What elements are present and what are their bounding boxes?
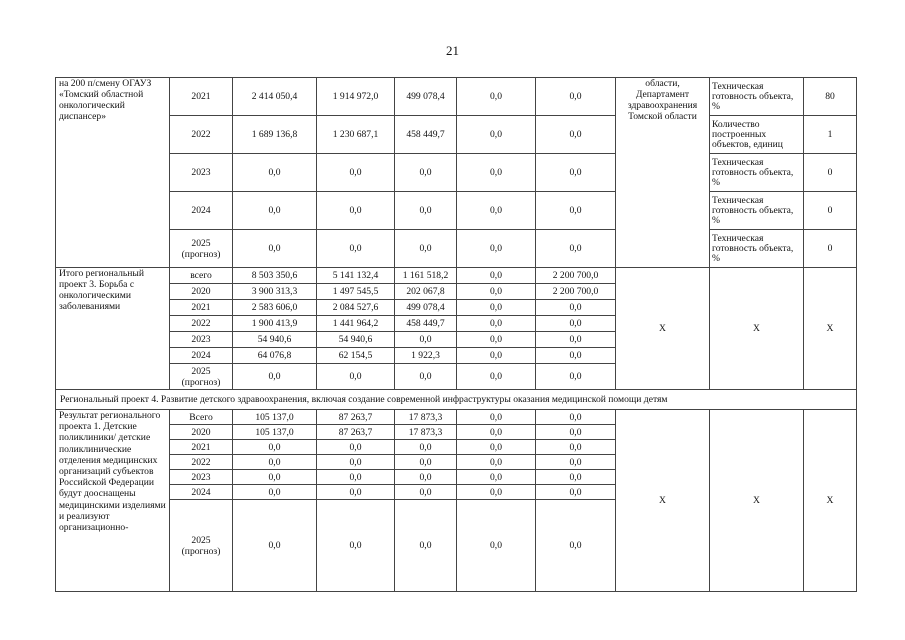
amount-cell: 0,0	[457, 284, 536, 300]
table-row	[56, 116, 857, 154]
amount-cell: 1 689 136,8	[233, 116, 317, 154]
amount-cell: 1 914 972,0	[317, 78, 395, 116]
x-mark: Х	[616, 268, 710, 390]
amount-cell: 1 922,3	[395, 348, 457, 364]
year-cell: 2020	[170, 284, 233, 300]
amount-cell: 0,0	[536, 316, 616, 332]
amount-cell: 2 414 050,4	[233, 78, 317, 116]
amount-cell: 0,0	[233, 500, 317, 592]
amount-cell: 0,0	[536, 410, 616, 425]
amount-cell: 0,0	[317, 485, 395, 500]
year-cell: 2025 (прогноз)	[170, 364, 233, 390]
table-row	[56, 390, 857, 410]
amount-cell: 0,0	[395, 500, 457, 592]
amount-cell: 0,0	[536, 485, 616, 500]
amount-cell: 0,0	[457, 470, 536, 485]
amount-cell: 0,0	[536, 154, 616, 192]
amount-cell: 0,0	[536, 230, 616, 268]
budget-table	[55, 77, 857, 592]
amount-cell: 0,0	[395, 230, 457, 268]
amount-cell: 0,0	[536, 348, 616, 364]
amount-cell: 0,0	[457, 78, 536, 116]
object-name: на 200 п/смену ОГАУЗ «Томский областной онкологический диспансер»	[56, 78, 170, 268]
amount-cell: 1 441 964,2	[317, 316, 395, 332]
amount-cell: 1 900 413,9	[233, 316, 317, 332]
table-row	[56, 78, 857, 116]
indicator-value: 80	[804, 78, 857, 116]
amount-cell: 105 137,0	[233, 410, 317, 425]
year-cell: 2021	[170, 440, 233, 455]
amount-cell: 0,0	[233, 470, 317, 485]
amount-cell: 0,0	[457, 485, 536, 500]
amount-cell: 0,0	[457, 455, 536, 470]
amount-cell: 0,0	[395, 470, 457, 485]
amount-cell: 0,0	[457, 192, 536, 230]
year-cell: 2024	[170, 348, 233, 364]
amount-cell: 0,0	[317, 455, 395, 470]
amount-cell: 0,0	[536, 78, 616, 116]
amount-cell: 499 078,4	[395, 78, 457, 116]
year-cell: 2024	[170, 485, 233, 500]
year-cell: 2021	[170, 300, 233, 316]
amount-cell: 0,0	[457, 364, 536, 390]
executor: области, Департамент здравоохранения Томской области	[616, 78, 710, 268]
indicator-name: Техническая готовность объекта, %	[710, 78, 804, 116]
amount-cell: 0,0	[233, 485, 317, 500]
table-row	[56, 154, 857, 192]
year-cell: Всего	[170, 410, 233, 425]
year-cell: 2022	[170, 455, 233, 470]
amount-cell: 0,0	[536, 300, 616, 316]
amount-cell: 499 078,4	[395, 300, 457, 316]
amount-cell: 0,0	[233, 192, 317, 230]
amount-cell: 0,0	[395, 332, 457, 348]
amount-cell: 458 449,7	[395, 316, 457, 332]
amount-cell: 0,0	[317, 364, 395, 390]
indicator-value: 0	[804, 230, 857, 268]
table-row	[56, 410, 857, 425]
amount-cell: 0,0	[457, 348, 536, 364]
year-cell: 2023	[170, 332, 233, 348]
table-row	[56, 230, 857, 268]
project-title: Региональный проект 4. Развитие детского здравоохранения, включая создание современной инфраструктуры оказания медицинской помощи детям	[56, 390, 857, 410]
year-cell: 2023	[170, 154, 233, 192]
page-number: 21	[446, 43, 459, 58]
amount-cell: 0,0	[457, 316, 536, 332]
amount-cell: 2 583 606,0	[233, 300, 317, 316]
amount-cell: 0,0	[536, 500, 616, 592]
amount-cell: 0,0	[536, 332, 616, 348]
amount-cell: 0,0	[317, 470, 395, 485]
year-cell: 2021	[170, 78, 233, 116]
amount-cell: 62 154,5	[317, 348, 395, 364]
amount-cell: 0,0	[457, 230, 536, 268]
result-name: Результат регионального проекта 1. Детские поликлиники/ детские поликлинические отделения медицинских организаций субъектов Российской Федерации будут дооснащены медицинскими изделиями и реализуют организационно-	[56, 410, 170, 592]
amount-cell: 0,0	[536, 192, 616, 230]
amount-cell: 0,0	[233, 230, 317, 268]
amount-cell: 0,0	[457, 500, 536, 592]
amount-cell: 0,0	[536, 440, 616, 455]
indicator-name: Техническая готовность объекта, %	[710, 230, 804, 268]
amount-cell: 0,0	[457, 332, 536, 348]
amount-cell: 0,0	[233, 154, 317, 192]
amount-cell: 1 161 518,2	[395, 268, 457, 284]
amount-cell: 0,0	[395, 192, 457, 230]
amount-cell: 54 940,6	[233, 332, 317, 348]
amount-cell: 0,0	[395, 485, 457, 500]
year-cell: 2022	[170, 316, 233, 332]
amount-cell: 0,0	[395, 154, 457, 192]
amount-cell: 0,0	[457, 425, 536, 440]
year-cell: 2025 (прогноз)	[170, 500, 233, 592]
x-mark: Х	[616, 410, 710, 592]
amount-cell: 0,0	[395, 440, 457, 455]
indicator-name: Количество построенных объектов, единиц	[710, 116, 804, 154]
amount-cell: 0,0	[317, 192, 395, 230]
amount-cell: 2 084 527,6	[317, 300, 395, 316]
amount-cell: 0,0	[395, 364, 457, 390]
amount-cell: 3 900 313,3	[233, 284, 317, 300]
amount-cell: 0,0	[536, 116, 616, 154]
amount-cell: 0,0	[457, 440, 536, 455]
project-total-name: Итого региональный проект 3. Борьба с онкологическими заболеваниями	[56, 268, 170, 390]
amount-cell: 0,0	[536, 364, 616, 390]
amount-cell: 0,0	[457, 116, 536, 154]
x-mark: Х	[804, 410, 857, 592]
amount-cell: 0,0	[457, 268, 536, 284]
amount-cell: 0,0	[317, 230, 395, 268]
amount-cell: 0,0	[233, 440, 317, 455]
amount-cell: 0,0	[457, 300, 536, 316]
indicator-value: 1	[804, 116, 857, 154]
amount-cell: 1 497 545,5	[317, 284, 395, 300]
x-mark: Х	[710, 410, 804, 592]
x-mark: Х	[804, 268, 857, 390]
amount-cell: 87 263,7	[317, 410, 395, 425]
year-cell: 2022	[170, 116, 233, 154]
amount-cell: 2 200 700,0	[536, 268, 616, 284]
amount-cell: 0,0	[317, 154, 395, 192]
amount-cell: 0,0	[317, 500, 395, 592]
year-cell: 2024	[170, 192, 233, 230]
amount-cell: 0,0	[233, 364, 317, 390]
amount-cell: 0,0	[233, 455, 317, 470]
amount-cell: 17 873,3	[395, 410, 457, 425]
indicator-value: 0	[804, 192, 857, 230]
table-row	[56, 192, 857, 230]
amount-cell: 0,0	[317, 440, 395, 455]
amount-cell: 17 873,3	[395, 425, 457, 440]
amount-cell: 202 067,8	[395, 284, 457, 300]
amount-cell: 0,0	[395, 455, 457, 470]
amount-cell: 458 449,7	[395, 116, 457, 154]
amount-cell: 87 263,7	[317, 425, 395, 440]
amount-cell: 0,0	[536, 470, 616, 485]
indicator-value: 0	[804, 154, 857, 192]
amount-cell: 0,0	[457, 410, 536, 425]
indicator-name: Техническая готовность объекта, %	[710, 154, 804, 192]
amount-cell: 0,0	[536, 455, 616, 470]
year-cell: 2020	[170, 425, 233, 440]
year-cell: 2025 (прогноз)	[170, 230, 233, 268]
year-cell: всего	[170, 268, 233, 284]
amount-cell: 8 503 350,6	[233, 268, 317, 284]
year-cell: 2023	[170, 470, 233, 485]
amount-cell: 1 230 687,1	[317, 116, 395, 154]
amount-cell: 0,0	[457, 154, 536, 192]
amount-cell: 105 137,0	[233, 425, 317, 440]
amount-cell: 54 940,6	[317, 332, 395, 348]
table-row	[56, 268, 857, 284]
indicator-name: Техническая готовность объекта, %	[710, 192, 804, 230]
x-mark: Х	[710, 268, 804, 390]
amount-cell: 5 141 132,4	[317, 268, 395, 284]
amount-cell: 64 076,8	[233, 348, 317, 364]
amount-cell: 2 200 700,0	[536, 284, 616, 300]
amount-cell: 0,0	[536, 425, 616, 440]
